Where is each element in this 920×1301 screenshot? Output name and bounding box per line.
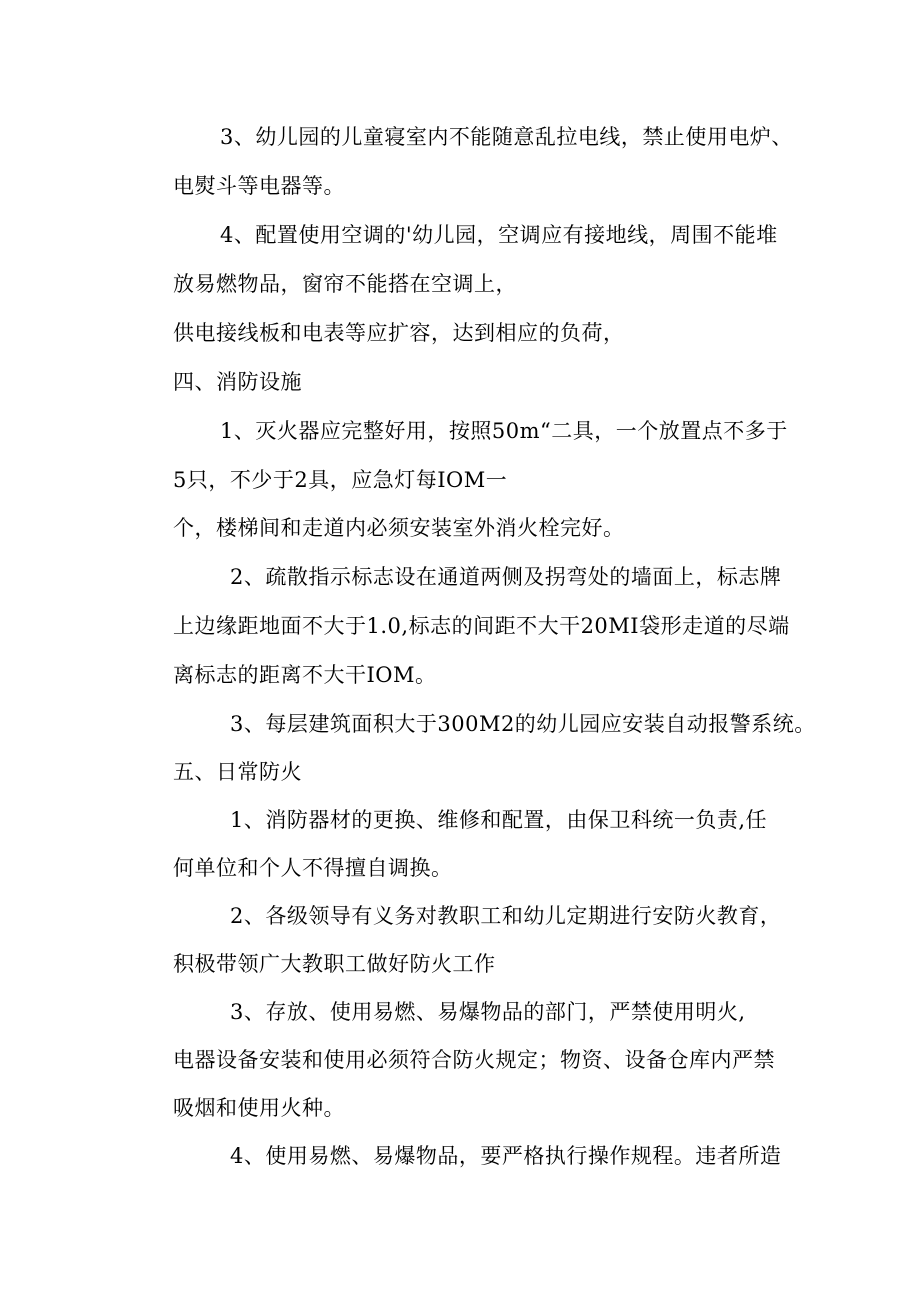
text-line: 4、配置使用空调的'幼儿园，空调应有接地线，周围不能堆 [220, 223, 778, 247]
section-heading: 五、日常防火 [173, 760, 302, 784]
text-line: 放易燃物品，窗帘不能搭在空调上， [173, 272, 517, 296]
text-line: 吸烟和使用火种。 [173, 1096, 345, 1120]
text-line: 4、使用易燃、易爆物品，要严格执行操作规程。违者所造 [230, 1144, 782, 1168]
text-line: 供电接线板和电表等应扩容，达到相应的负荷， [173, 321, 625, 345]
text-line: 离标志的距离不大干IOM。 [173, 663, 437, 687]
text-line: 2、各级领导有义务对教职工和幼儿定期进行安防火教育， [230, 904, 782, 928]
text-line: 积极带领广大教职工做好防火工作 [173, 952, 496, 976]
text-line: 3、幼儿园的儿童寝室内不能随意乱拉电线，禁止使用电炉、 [220, 125, 793, 149]
text-line: 电熨斗等电器等。 [173, 174, 345, 198]
text-line: 1、消防器材的更换、维修和配置，由保卫科统一负责,任 [230, 808, 768, 832]
text-line: 个，楼梯间和走道内必须安装室外消火栓完好。 [173, 516, 625, 540]
text-line: 2、疏散指示标志设在通道两侧及拐弯处的墙面上，标志牌 [230, 565, 782, 589]
text-line: 1、灭火器应完整好用，按照50m“二具，一个放置点不多于 [220, 419, 788, 443]
section-heading: 四、消防设施 [173, 370, 302, 394]
text-line: 5只，不少于2具，应急灯每IOM一 [173, 468, 508, 492]
text-line: 电器设备安装和使用必须符合防火规定；物资、设备仓库内严禁 [173, 1048, 775, 1072]
text-line: 何单位和个人不得擅自调换。 [173, 856, 453, 880]
text-line: 上边缘距地面不大于1.0,标志的间距不大干20MI袋形走道的尽端 [173, 614, 790, 638]
text-line: 3、存放、使用易燃、易爆物品的部门，严禁使用明火, [230, 1000, 746, 1024]
text-line: 3、每层建筑面积大于300M2的幼儿园应安装自动报警系统。 [230, 712, 816, 736]
